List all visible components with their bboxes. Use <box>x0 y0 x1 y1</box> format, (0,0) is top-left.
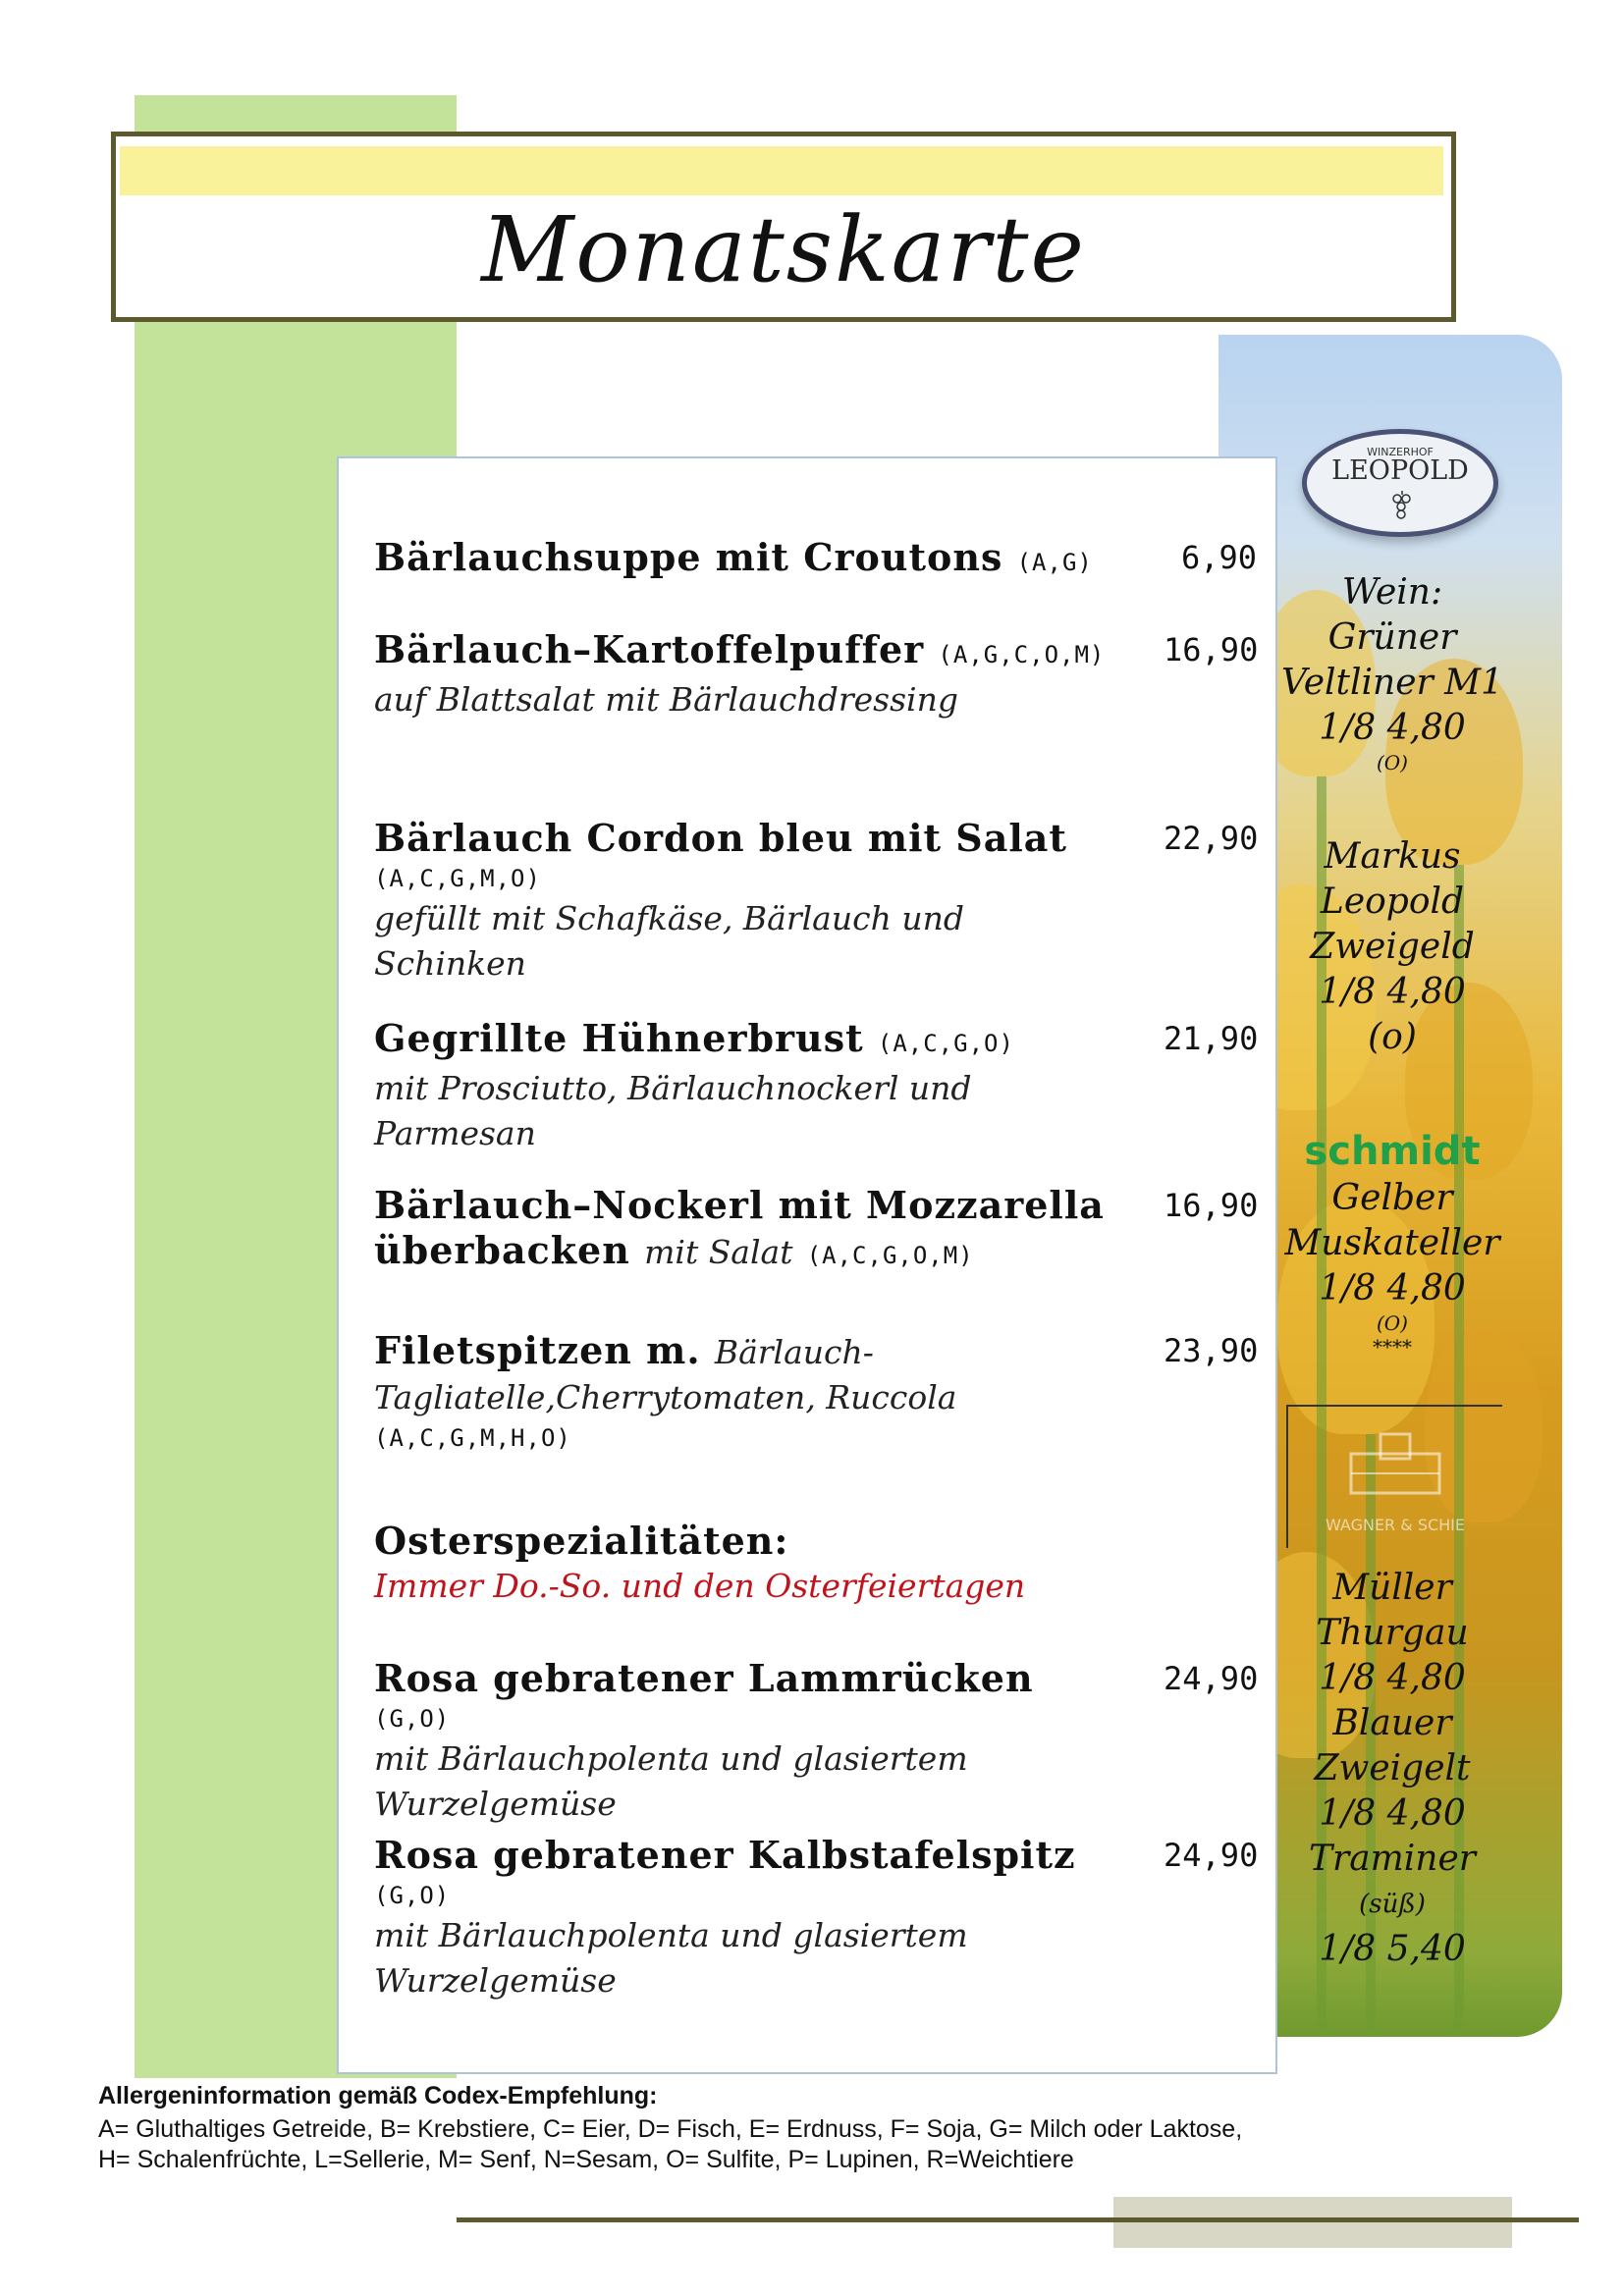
dish-name: Bärlauchsuppe mit Croutons <box>374 535 1003 579</box>
dish-price: 24,90 <box>1164 1837 1259 1874</box>
wine-name-line: Veltliner M1 <box>1281 663 1503 703</box>
easter-specials-section <box>374 1519 1160 1609</box>
wine-name-line: Thurgau <box>1316 1613 1469 1653</box>
dish-description: Wurzelgemüse <box>374 1961 617 2000</box>
winzerhof-leopold-logo <box>1302 429 1498 537</box>
wine-name-line: Markus <box>1324 836 1461 877</box>
dish-description: Parmesan <box>374 1114 536 1152</box>
wine-markus-leopold-zweigeld <box>1276 834 1508 1060</box>
wine-name-line: Gelber <box>1331 1178 1453 1218</box>
wine-price: 1/8 4,80 <box>1319 1793 1466 1834</box>
dish-name: Filetspitzen m. <box>374 1328 701 1372</box>
dish-price: 23,90 <box>1164 1332 1259 1369</box>
wine-name-line: Traminer <box>1308 1839 1477 1879</box>
dish-name: Gegrillte Hühnerbrust <box>374 1016 864 1060</box>
dish-name: Bärlauch Cordon bleu mit Salat <box>374 816 1067 860</box>
wine-allergen: (O) <box>1376 751 1408 774</box>
menu-item-filetspitzen <box>374 1328 1160 1456</box>
section-heading: Osterspezialitäten: <box>374 1519 789 1563</box>
menu-item-kartoffelpuffer <box>374 627 1160 722</box>
dish-allergens: (A,G,C,O,M) <box>938 641 1106 668</box>
wine-schmidt-gelber-muskateller <box>1276 1127 1508 1359</box>
schmidt-brand: schmidt <box>1304 1129 1481 1174</box>
castle-emblem-icon <box>1341 1424 1449 1503</box>
dish-name: Bärlauch–Nockerl mit Mozzarella <box>374 1183 1105 1227</box>
wine-price: 1/8 4,80 <box>1319 972 1466 1012</box>
dish-allergens: (A,C,G,M,H,O) <box>374 1424 571 1452</box>
wine-heading: Wein: <box>1341 572 1443 613</box>
dish-price: 21,90 <box>1164 1020 1259 1057</box>
dish-price: 16,90 <box>1164 631 1259 668</box>
dish-allergens: (A,C,G,M,O) <box>374 865 541 892</box>
dish-price: 6,90 <box>1180 539 1257 576</box>
wine-note: (süß) <box>1359 1890 1426 1919</box>
dish-name: überbacken <box>374 1228 630 1272</box>
menu-item-kalbstafelspitz <box>374 1833 1160 2003</box>
wine-name-line: Muskateller <box>1284 1223 1500 1263</box>
dish-name: Bärlauch–Kartoffelpuffer <box>374 627 925 671</box>
wine-name-line: Leopold <box>1320 881 1465 922</box>
dish-description: auf Blattsalat mit Bärlauchdressing <box>374 680 958 719</box>
wine-name-line: Blauer <box>1332 1703 1452 1743</box>
dish-allergens: (A,C,G,O) <box>877 1030 1014 1057</box>
logo-name: LEOPOLD <box>1331 455 1469 486</box>
dish-description: Tagliatelle,Cherrytomaten, Ruccola <box>374 1378 957 1416</box>
allergen-info-title: Allergeninformation gemäß Codex-Empfehlung: <box>98 2082 658 2109</box>
dish-description: mit Salat <box>644 1233 793 1271</box>
wine-price: 1/8 4,80 <box>1319 1268 1466 1308</box>
dish-description: Schinken <box>374 944 526 983</box>
logo-subtitle: WINZERHOF <box>1367 446 1434 458</box>
menu-item-lammruecken <box>374 1656 1160 1827</box>
wine-gruener-veltliner <box>1276 570 1508 774</box>
wine-price: 1/8 5,40 <box>1319 1929 1466 1969</box>
dish-description: Wurzelgemüse <box>374 1785 617 1823</box>
wine-mueller-zweigelt-traminer <box>1276 1566 1508 1972</box>
winery-emblem <box>1286 1405 1502 1548</box>
grape-icon <box>1389 489 1415 524</box>
dish-name: Rosa gebratener Kalbstafelspitz <box>374 1833 1076 1877</box>
title-banner <box>111 132 1456 322</box>
dish-name: Rosa gebratener Lammrücken <box>374 1656 1034 1700</box>
wine-name-line: Müller <box>1332 1568 1452 1608</box>
menu-card <box>337 456 1277 2074</box>
decorative-footer-block <box>1113 2197 1512 2248</box>
wine-name-line: Zweigelt <box>1314 1748 1471 1789</box>
page-title: Monatskarte <box>481 197 1086 302</box>
wine-price: 1/8 4,80 <box>1319 1658 1466 1698</box>
emblem-caption: WAGNER & SCHIE <box>1325 1516 1466 1534</box>
wine-name-line: Zweigeld <box>1310 927 1475 967</box>
allergen-legend-line: H= Schalenfrüchte, L=Sellerie, M= Senf, N=Sesam, O= Sulfite, P= Lupinen, R=Weichtiere <box>98 2146 1074 2173</box>
wine-allergen: (O) <box>1376 1311 1408 1335</box>
dish-description: mit Bärlauchpolenta und glasiertem <box>374 1739 968 1778</box>
menu-item-baerlauchsuppe <box>374 535 1160 585</box>
dish-allergens: (G,O) <box>374 1882 451 1909</box>
separator-stars: **** <box>1373 1335 1412 1359</box>
dish-price: 22,90 <box>1164 820 1259 857</box>
section-note: Immer Do.-So. und den Osterfeiertagen <box>374 1567 1026 1605</box>
title-yellow-stripe <box>120 146 1443 195</box>
dish-description: mit Bärlauchpolenta und glasiertem <box>374 1916 968 1954</box>
dish-allergens: (A,C,G,O,M) <box>806 1242 974 1269</box>
dish-allergens: (G,O) <box>374 1705 451 1733</box>
dish-description: mit Prosciutto, Bärlauchnockerl und <box>374 1069 972 1107</box>
menu-item-cordon-bleu <box>374 816 1160 987</box>
menu-item-nockerl-mozzarella <box>374 1183 1160 1278</box>
wine-name-line: Grüner <box>1327 617 1457 658</box>
footer-divider <box>457 2217 1579 2222</box>
menu-item-huehnerbrust <box>374 1016 1160 1156</box>
dish-price: 24,90 <box>1164 1660 1259 1697</box>
wine-price: 1/8 4,80 <box>1319 708 1466 748</box>
dish-description: Bärlauch- <box>714 1333 874 1371</box>
dish-allergens: (A,G) <box>1016 549 1093 576</box>
allergen-legend-line: A= Gluthaltiges Getreide, B= Krebstiere, C= Eier, D= Fisch, E= Erdnuss, F= Soja, G= Milch oder Laktose, <box>98 2115 1243 2143</box>
dish-price: 16,90 <box>1164 1187 1259 1224</box>
wine-allergen: (o) <box>1368 1017 1417 1057</box>
dish-description: gefüllt mit Schafkäse, Bärlauch und <box>374 899 964 937</box>
